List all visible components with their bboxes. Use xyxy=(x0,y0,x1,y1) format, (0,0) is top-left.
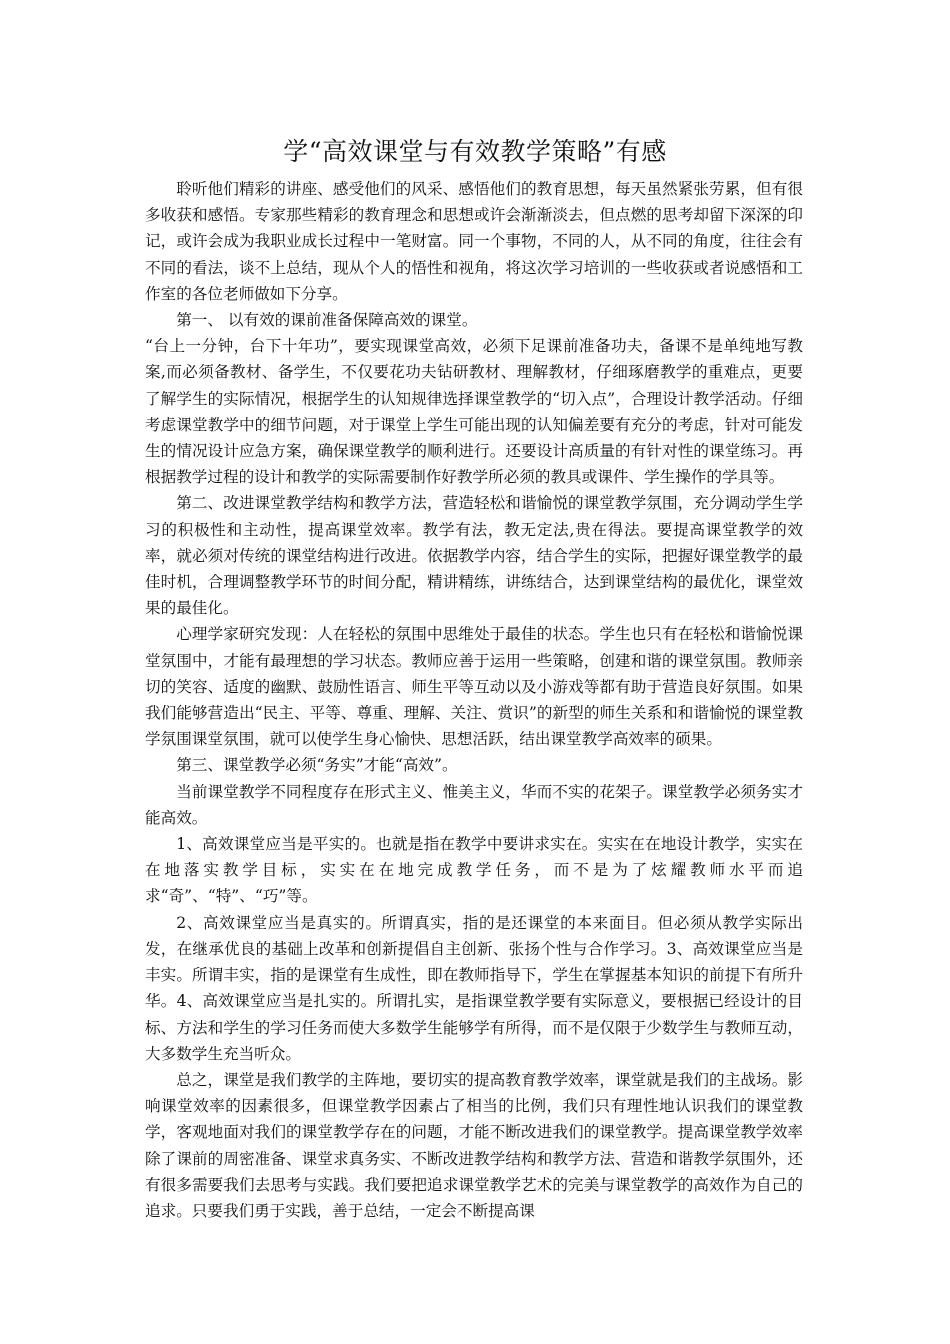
paragraph-section-2: 第二、改进课堂教学结构和教学方法，营造轻松和谐愉悦的课堂教学氛围，充分调动学生学习的积极性和主动性，提高课堂效率。教学有法，教无定法,贵在得法。要提高课堂教学的效率，就必须对传统的课堂结构进行改进。依据教学内容，结合学生的实际，把握好课堂教学的最佳时机，合理调整教学环节的时间分配，精讲精练，讲练结合，达到课堂结构的最优化，课堂效果的最佳化。 xyxy=(145,494,803,618)
heading-section-1: 第一、 以有效的课前准备保障高效的课堂。 xyxy=(176,311,478,330)
document-body xyxy=(145,176,803,1224)
paragraph-section-3-intro: 当前课堂教学不同程度存在形式主义、惟美主义，华而不实的花架子。课堂教学必须务实才能高效。 xyxy=(145,782,803,827)
paragraph-conclusion: 总之，课堂是我们教学的主阵地，要切实的提高教育教学效率，课堂就是我们的主战场。影响课堂效率的因素很多，但课堂教学因素占了相当的比例，我们只有理性地认识我们的课堂教学，客观地面对我们的课堂教学存在的问题，才能不断改进我们的课堂教学。提高课堂教学效率除了课前的周密准备、课堂求真务实、不断改进教学结构和教学方法、营造和谐教学氛围外，还有很多需要我们去思考与实践。我们要把追求课堂教学艺术的完美与课堂教学的高效作为自己的追求。只要我们勇于实践，善于总结，一定会不断提高课 xyxy=(145,1070,803,1220)
paragraph-section-1: “台上一分钟，台下十年功”，要实现课堂高效，必须下足课前准备功夫，备课不是单纯地写教案,而必须备教材、备学生，不仅要花功夫钻研教材、理解教材，仔细琢磨教学的重难点，更要了解学生的实际情况，根据学生的认知规律选择课堂教学的“切入点”，合理设计教学活动。仔细考虑课堂教学中的细节问题，对于课堂上学生可能出现的认知偏差要有充分的考虑，针对可能发生的情况设计应急方案，确保课堂教学的顺利进行。还要设计高质量的有针对性的课堂练习。再根据教学过程的设计和教学的实际需要制作好教学所必须的教具或课件、学生操作的学具等。 xyxy=(145,337,803,487)
paragraph-psychology: 心理学家研究发现：人在轻松的氛围中思维处于最佳的状态。学生也只有在轻松和谐愉悦课堂氛围中，才能有最理想的学习状态。教师应善于运用一些策略，创建和谐的课堂氛围。教师亲切的笑容、适度的幽默、鼓励性语言、师生平等互动以及小游戏等都有助于营造良好氛围。如果我们能够营造出“民主、平等、尊重、理解、关注、赏识”的新型的师生关系和和谐愉悦的课堂教学氛围课堂氛围，就可以使学生身心愉快、思想活跃，结出课堂教学高效率的硕果。 xyxy=(145,625,803,749)
paragraph-intro: 聆听他们精彩的讲座、感受他们的风采、感悟他们的教育思想，每天虽然紧张劳累，但有很多收获和感悟。专家那些精彩的教育理念和思想或许会渐渐淡去，但点燃的思考却留下深深的印记，或许会成为我职业成长过程中一笔财富。同一个事物，不同的人，从不同的角度，往往会有不同的看法，谈不上总结，现从个人的悟性和视角，将这次学习培训的一些收获或者说感悟和工作室的各位老师做如下分享。 xyxy=(145,180,803,303)
paragraph-point-1: 1、高效课堂应当是平实的。也就是指在教学中要讲求实在。实实在在地设计教学，实实在在地落实教学目标，实实在在地完成教学任务，而不是为了炫耀教师水平而追求“奇”、“特”、“巧”等。 xyxy=(145,835,803,906)
document-title: 学“高效课堂与有效教学策略”有感 xyxy=(283,137,667,166)
heading-section-3: 第三、课堂教学必须“务实”才能“高效”。 xyxy=(176,756,458,775)
paragraph-points-2-4: 2、高效课堂应当是真实的。所谓真实，指的是还课堂的本来面目。但必须从教学实际出发，在继承优良的基础上改革和创新提倡自主创新、张扬个性与合作学习。3、高效课堂应当是丰实。所谓丰实，指的是课堂有生成性，即在教师指导下，学生在掌握基本知识的前提下有所升华。4、高效课堂应当是扎实的。所谓扎实，是指课堂教学要有实际意义，要根据已经设计的目标、方法和学生的学习任务而使大多数学生能够学有所得，而不是仅限于少数学生与教师互动，大多数学生充当听众。 xyxy=(145,913,803,1063)
